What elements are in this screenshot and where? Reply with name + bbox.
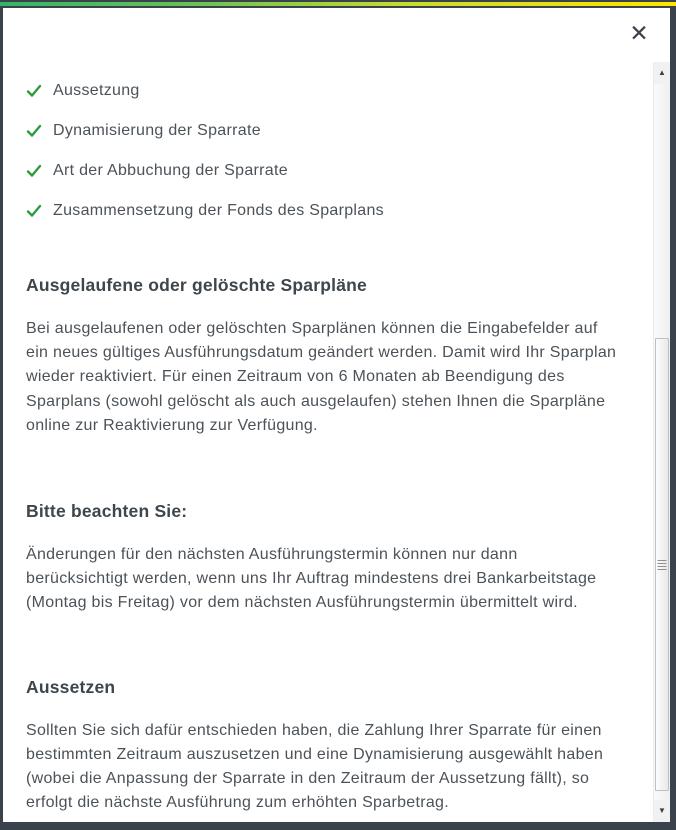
list-item-label: Zusammensetzung der Fonds des Sparplans	[53, 202, 384, 219]
close-button[interactable]	[624, 18, 654, 48]
modal-content	[26, 8, 620, 815]
close-icon: ✕	[629, 20, 649, 46]
scroll-down-button[interactable]	[654, 800, 670, 822]
scroll-up-icon: ▲	[658, 68, 666, 77]
section-heading: Ausgelaufene oder gelöschte Sparpläne	[26, 275, 367, 295]
info-modal	[3, 8, 670, 822]
check-icon	[26, 203, 42, 219]
list-item-label: Art der Abbuchung der Sparrate	[53, 162, 288, 179]
section-heading: Bitte beachten Sie:	[26, 501, 188, 522]
scroll-down-icon: ▼	[658, 806, 666, 815]
check-icon	[26, 163, 42, 179]
list-item	[26, 120, 620, 142]
list-item-label: Dynamisierung der Sparrate	[53, 122, 261, 139]
section-suspend	[26, 676, 620, 816]
list-item	[26, 160, 620, 182]
section-body: Änderungen für den nächsten Ausführungstermin können nur dann berücksichtigt werden, wenn uns Ihr Auftrag mindestens drei Bankarbeitstage (Montag bis Freitag) vor dem nächsten Ausführungstermin übermittelt wird.	[26, 546, 597, 612]
section-heading: Aussetzen	[26, 676, 116, 697]
scrollbar-grip-icon	[658, 560, 667, 570]
list-item	[26, 200, 620, 222]
scroll-up-button[interactable]	[654, 62, 670, 84]
brand-gradient-bar	[0, 2, 676, 6]
list-item	[26, 80, 620, 102]
feature-checklist	[26, 80, 620, 222]
section-body: Sollten Sie sich dafür entschieden haben, die Zahlung Ihrer Sparrate für einen bestimmten Zeitraum auszusetzen und eine Dynamisierung ausgewählt haben (wobei die Anpassung der Sparrate in den Zeitraum der Aussetzung fällt), so erfolgt die nächste Ausführung zum erhöhten Sparbetrag.	[26, 721, 604, 812]
list-item-label: Aussetzung	[53, 82, 140, 99]
check-icon	[26, 83, 42, 99]
section-please-note	[26, 500, 620, 616]
vertical-scrollbar[interactable]	[653, 62, 670, 822]
check-icon	[26, 123, 42, 139]
scrollbar-thumb[interactable]	[655, 338, 669, 791]
section-body: Bei ausgelaufenen oder gelöschten Sparplänen können die Eingabefelder auf ein neues gültiges Ausführungsdatum geändert werden. Damit wird Ihr Sparplan wieder reaktiviert. Für einen Zeitraum von 6 Monaten ab Beendigung des Sparplans (sowohl gelöscht als auch ausgelaufen) stehen Ihnen die Sparpläne online zur Reaktivierung zur Verfügung.	[26, 320, 617, 434]
section-expired-plans	[26, 274, 620, 438]
